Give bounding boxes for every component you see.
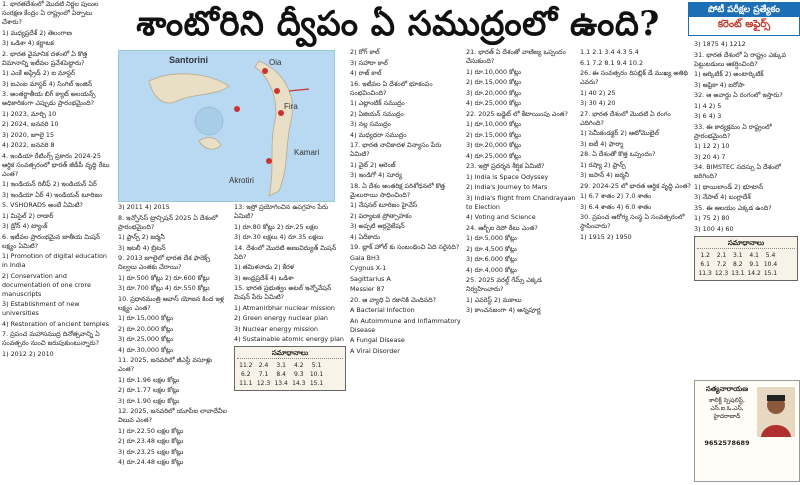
answer-cell: 2.4 bbox=[258, 362, 269, 369]
answer-cell: 5.1 bbox=[311, 362, 322, 369]
question-text: Cygnus X-1 bbox=[350, 264, 387, 272]
answers-grid bbox=[697, 251, 795, 278]
question-text: 1) సెమీకండక్టర్ 2) ఆటోమొబైల్ bbox=[580, 129, 659, 137]
question-text: 23. ఇస్రో ప్రదర్శన శీర్షిక ఏమిటి? bbox=[466, 162, 545, 170]
question-text: 17. భారత నావికాదళ విన్యాసం పేరు ఏమిటి? bbox=[350, 141, 442, 158]
question-text: 20. ఆ వ్యాధి ఏ రకానికి చెందినది? bbox=[350, 295, 437, 304]
question-column-4 bbox=[350, 48, 462, 485]
answer-cell: 10.1 bbox=[309, 371, 324, 378]
question-text: 1) ఎవరెస్ట్ 2) మకాలు bbox=[466, 295, 522, 304]
question-text: 21. భారత్ ఏ దేశంతో వాణిజ్య ఒప్పందం చేసుకుంది? bbox=[466, 48, 566, 65]
answer-cell bbox=[325, 379, 343, 388]
question-text: 3) 2020, జూలై 15 bbox=[2, 130, 55, 139]
answer-cell: 11.1 bbox=[239, 380, 253, 387]
answer-cell: 2.1 bbox=[716, 251, 727, 259]
answer-cell bbox=[325, 370, 343, 379]
question-text: 1) 4 2) 5 bbox=[694, 101, 722, 110]
question-text: 4) రూ.4,000 కోట్లు bbox=[466, 265, 517, 274]
answer-cell: 12.3 bbox=[714, 269, 729, 277]
question-text: 16. ఇటీవల ఏ దేశంలో భూకంపం సంభవించింది? bbox=[350, 79, 433, 97]
question-text: 2) రూ.15,000 కోట్లు bbox=[466, 78, 521, 86]
question-text: 3) ఆఫ్రికా 4) ఐరోపా bbox=[694, 80, 745, 89]
answer-cell: 11.2 bbox=[239, 362, 253, 369]
question-text: 22. 2025 బడ్జెట్ లో కేటాయింపు ఎంత? bbox=[466, 109, 568, 118]
author-info: కాలిక్ట్ స్పెషలిస్ట్, ఎస్.ఐ.ఓ.ఎస్, హైదరాబాద్ bbox=[709, 397, 745, 420]
question-text: 32. ఆ అవార్డు ఏ రంగంలో ఇస్తారు? bbox=[694, 91, 783, 99]
question-text: 2. భారత వైమానిక దళంలో ఏ కొత్త విమానాన్ని ఇటీవల ప్రవేశపెట్టారు? bbox=[2, 49, 88, 67]
badge-bottom-text: కరెంట్ అఫైర్స్ bbox=[717, 19, 771, 30]
author-card bbox=[694, 380, 800, 482]
question-text: 3) రూ.1.90 లక్షల కోట్లు bbox=[118, 396, 180, 405]
question-text: 1) రూ.22.50 లక్షల కోట్లు bbox=[118, 426, 184, 435]
question-text: 1) ఇండియన్ రిలీఫ్ 2) ఇండియన్ ఏర్ bbox=[2, 180, 97, 188]
question-text: 1) నేషనల్ టూరిజం హైవేస్ bbox=[350, 201, 418, 209]
question-text: Gaia BH3 bbox=[350, 253, 380, 262]
question-text: 1) రూ.80 కోట్లు 2) రూ.25 లక్షల bbox=[234, 222, 318, 231]
question-text: 4. ఇండియా రేటింగ్స్ ప్రకారం 2024-25 ఆర్థిక సంవత్సరంలో భారత్ జీడీపీ వృద్ధి రేటు ఎంత? bbox=[2, 151, 110, 178]
question-text: 4) రూ.25,000 కోట్లు bbox=[466, 99, 521, 107]
question-text: 1) 40 2) 25 bbox=[580, 88, 616, 97]
question-text: 1) రూ.15,000 కోట్లు bbox=[118, 314, 173, 322]
answers-box bbox=[694, 236, 798, 281]
question-text: 10. ప్రధానమంత్రి ఆవాస్ యోజన కింద ఇళ్ల లక్ష్యం ఎంత? bbox=[118, 294, 224, 312]
answer-cell: 15.1 bbox=[309, 380, 324, 387]
question-text: 3) కాంచనజంగా 4) అన్నపూర్ణ bbox=[466, 306, 541, 314]
question-text: 1) రూ.500 కోట్లు 2) రూ.600 కోట్లు bbox=[118, 273, 210, 282]
question-column-1 bbox=[2, 0, 114, 485]
question-text: 2) రూ.1.77 లక్షల కోట్లు bbox=[118, 386, 180, 394]
question-text: 28. ఏ దేశంతో కొత్త ఒప్పందం? bbox=[580, 150, 656, 158]
question-text: 2) India's Journey to Mars bbox=[466, 183, 548, 191]
map-label: Santorini bbox=[169, 55, 209, 65]
question-text: 3) రూ.23.25 లక్షల కోట్లు bbox=[118, 447, 184, 456]
question-text: 3) నేపాల్ 4) బంగ్లాదేశ్ bbox=[694, 193, 751, 201]
answer-cell: 8.4 bbox=[276, 371, 286, 378]
question-text: 1) మిసైల్ 2) రాడార్ bbox=[2, 211, 54, 220]
answer-cell: 10.4 bbox=[763, 260, 778, 268]
question-text: 13. ఇస్రో ప్రయోగించిన ఉపగ్రహం పేరు ఏమిటి? bbox=[234, 203, 329, 220]
question-text: 3) నల్ల సముద్రం bbox=[350, 120, 391, 128]
question-text: 3. అంతర్జాతీయ బిగ్ క్యాట్ అలయన్స్ అధికారికంగా ఎప్పుడు ప్రారంభమైంది? bbox=[2, 90, 96, 107]
author-photo bbox=[757, 387, 795, 437]
question-text: 3) ఐటీ 4) ఫార్మా bbox=[580, 139, 623, 148]
question-text: 1) India is Space Odyssey bbox=[466, 172, 549, 181]
question-text: 6.1 7.2 8.1 9.4 10.2 bbox=[580, 58, 644, 67]
question-text: 26. ఈ సంవత్సరం రిపబ్లిక్ డే ముఖ్య అతిథి ఎవరు? bbox=[580, 69, 689, 86]
question-text: 27. భారత దేశంలో మొదటి ఏ రంగం ఎదిగింది? bbox=[580, 109, 671, 127]
question-text: 3) 100 4) 60 bbox=[694, 224, 734, 233]
question-text: 3) Establishment of new universities bbox=[2, 300, 80, 317]
question-text: 4) మధ్యధరా సముద్రం bbox=[350, 130, 407, 139]
question-text: 1) రూ.5,000 కోట్లు bbox=[466, 234, 517, 242]
question-text: 30. ప్రపంచ ఆరోగ్య సంస్థ ఏ సంవత్సరంలో స్థాపించారు? bbox=[580, 213, 685, 230]
question-text: 18. ఏ దేశం అంతరిక్ష పరిశోధనలో కొత్త మైలురాయి సాధించింది? bbox=[350, 181, 445, 199]
question-column-6 bbox=[580, 48, 692, 485]
question-text: 1) ఆర్కిటిక్ 2) అంటార్కిటిక్ bbox=[694, 70, 764, 78]
question-text: 1) 12 2) 10 bbox=[694, 142, 730, 150]
answer-cell: 6.1 bbox=[700, 260, 710, 268]
question-text: 6. ఇటీవల ప్రారంభమైన జాతీయ మిషన్ లక్ష్యం ఏమిటి? bbox=[2, 232, 100, 250]
answer-cell: 13.4 bbox=[274, 380, 288, 387]
question-text: 3) రూ.20,000 కోట్లు bbox=[466, 141, 521, 149]
question-text: 34. BIMSTEC సదస్సు ఏ దేశంలో జరిగింది? bbox=[694, 163, 781, 180]
question-text: 4) 2022, జనవరి 8 bbox=[2, 141, 55, 149]
answer-cell: 4.1 bbox=[749, 251, 759, 259]
question-text: 4) రూ.24.48 లక్షల కోట్లు bbox=[118, 458, 184, 466]
question-text: 4) Voting and Science bbox=[466, 213, 536, 221]
answer-cell: 7.2 bbox=[716, 260, 727, 268]
question-text: 1) థాయిలాండ్ 2) భూటాన్ bbox=[694, 182, 763, 191]
question-column-7 bbox=[694, 40, 798, 380]
question-text: 5. VSHORADS అంటే ఏమిటి? bbox=[2, 201, 83, 209]
question-text: 25. 2025 వరల్డ్ గేమ్స్ ఎక్కడ నిర్వహించారు? bbox=[466, 276, 542, 293]
author-phone: 9652578689 bbox=[704, 439, 750, 447]
question-text: 2) రూ.23.48 లక్షల కోట్లు bbox=[118, 437, 184, 445]
question-text: 15. భారత ప్రభుత్వం అటల్ ఇన్నోవేషన్ మిషన్ పేరు ఏమిటి? bbox=[234, 284, 332, 301]
answers-title: సమాధానాలు bbox=[237, 349, 343, 359]
answer-cell: 6.2 bbox=[241, 371, 251, 378]
answer-cell: 3.1 bbox=[276, 362, 286, 369]
question-text: 3) రూ.20,000 కోట్లు bbox=[466, 88, 521, 97]
question-text: 1) రూ.10,000 కోట్లు bbox=[466, 120, 521, 128]
question-text: Sagittarius A bbox=[350, 274, 391, 283]
question-text: 3) డ్రోన్ 4) ట్యాంక్ bbox=[2, 222, 48, 230]
question-column-3 bbox=[234, 203, 346, 485]
question-text: 1) రూ.10,000 కోట్లు bbox=[466, 67, 521, 76]
question-text: 1) వైట్ 2) ఆరెంజ్ bbox=[350, 160, 396, 169]
question-text: 3) 1875 4) 1212 bbox=[694, 40, 746, 48]
question-text: 3) 30 4) 20 bbox=[580, 99, 616, 107]
answer-cell: 8.2 bbox=[733, 260, 743, 268]
question-text: 12. 2025, జనవరిలో యూపీఐ లావాదేవీల విలువ ఎంత? bbox=[118, 407, 227, 424]
question-text: 9. 2013 జూలైలో భారత దేశ ఫారెక్స్ నిల్వలు ఎంతకు చేరాయి? bbox=[118, 254, 210, 271]
question-text: 31. భారత దేశంలో ఏ రాష్ట్రం ఎక్కువ పెట్టుబడులు ఆకర్షించింది? bbox=[694, 50, 787, 68]
question-text: 3) రూ.700 కోట్లు 4) రూ.550 కోట్లు bbox=[118, 284, 210, 292]
answers-box bbox=[234, 346, 346, 391]
question-text: 3) 2011 4) 2015 bbox=[118, 203, 170, 211]
answer-cell bbox=[779, 260, 795, 269]
question-text: 3) 20 4) 7 bbox=[694, 152, 726, 161]
question-text: 3) Nuclear energy mission bbox=[234, 324, 318, 333]
badge-top-text: పోటీ పరీక్షల ప్రత్యేకం bbox=[689, 3, 799, 17]
question-text: 3) అప్పటి ఆర్గనైజేషన్ bbox=[350, 222, 405, 230]
answer-cell: 5.4 bbox=[765, 251, 776, 259]
question-text: 1) 75 2) 80 bbox=[694, 214, 730, 222]
question-text: 2) Green energy nuclear plan bbox=[234, 314, 328, 322]
question-text: 24. ఆర్బీఐ రెపో రేటు ఎంత? bbox=[466, 223, 538, 232]
answer-cell: 15.1 bbox=[763, 269, 778, 277]
map-label: Akrotiri bbox=[229, 176, 254, 185]
answer-cell bbox=[779, 269, 795, 278]
santorini-map bbox=[118, 50, 335, 202]
section-badge bbox=[688, 2, 800, 36]
question-text: 2) 2024, జనవరి 10 bbox=[2, 120, 59, 128]
answer-cell bbox=[779, 251, 795, 260]
answer-cell: 9.3 bbox=[294, 371, 304, 378]
question-text: 4) Restoration of ancient temples bbox=[2, 319, 109, 328]
question-text: 3) ఇటలీ 4) బ్రిటన్ bbox=[118, 243, 166, 252]
question-text: 1. భారతదేశంలో మొదటి నిర్జల పులుల సంరక్షణ కేంద్రం ఏ రాష్ట్రంలో ఏర్పాటు చేశారు? bbox=[2, 0, 99, 26]
question-text: 2) రూ.4,500 కోట్లు bbox=[466, 244, 517, 253]
question-text: 3) India's flight from Chandrayaan to Election bbox=[466, 193, 576, 211]
question-text: 29. 2024-25 లో భారత ఆర్థిక వృద్ధి ఎంత? bbox=[580, 181, 691, 190]
question-text: 3) ఒడిశా 4) కర్ణాటక bbox=[2, 39, 54, 47]
question-text: 3) ఇండియా ఏర్ 4) ఇండియన్ టూరిజం bbox=[2, 190, 103, 199]
answer-cell: 13.1 bbox=[731, 269, 745, 277]
question-text: An Autoimmune and Inflammatory Disease bbox=[350, 316, 461, 334]
question-text: 14. దేశంలో మొదటి అణువిద్యుత్ మిషన్ ఏది? bbox=[234, 243, 337, 261]
answer-cell: 7.1 bbox=[258, 371, 269, 378]
question-text: 3) సహారా కాల్ bbox=[350, 58, 388, 67]
question-text: 35. ఈ ఆలయం ఎక్కడ ఉంది? bbox=[694, 203, 772, 212]
answer-cell: 14.3 bbox=[292, 380, 306, 387]
question-text: 19. బ్లాక్ హోల్ కు సంబంధించి ఏది సరైనది? bbox=[350, 243, 460, 251]
question-text: 8. ఇన్ఫోసిస్ ట్రాన్సిషన్ 2025 ఏ దేశంలో ప్రారంభమైంది? bbox=[118, 213, 218, 231]
question-text: 1) Atmanirbhar nuclear mission bbox=[234, 303, 335, 312]
question-text: 1) రూ.1.96 లక్షల కోట్లు bbox=[118, 375, 180, 384]
question-text: A Bacterial Infection bbox=[350, 306, 415, 314]
question-column-5 bbox=[466, 48, 578, 485]
map-label: Kamari bbox=[294, 148, 320, 157]
question-text: 33. ఈ కార్యక్రమం ఏ రాష్ట్రంలో ప్రారంభమైంది? bbox=[694, 122, 772, 140]
question-text: 4) ఏదీకాదు bbox=[350, 232, 380, 241]
question-text: 1) 2023, మార్చి 10 bbox=[2, 109, 57, 118]
question-text: 1) Promotion of digital education in India bbox=[2, 252, 107, 269]
question-text: 2) రూ.20,000 కోట్లు bbox=[118, 324, 173, 333]
answer-cell: 3.1 bbox=[733, 251, 743, 259]
question-text: 1) 6.7 శాతం 2) 7.0 శాతం bbox=[580, 192, 652, 200]
question-text: 1) మధ్యప్రదేశ్ 2) తెలంగాణ bbox=[2, 28, 72, 37]
question-text: 1) ఎట్లాంటిక్ సముద్రం bbox=[350, 99, 405, 107]
answer-cell: 1.2 bbox=[700, 251, 710, 259]
question-text: 3) ఆంధ్రప్రదేశ్ 4) ఒడిశా bbox=[234, 273, 294, 282]
question-text: 3) ఐఎంఐ మాస్టర్ 4) సింగిల్ ఇంజిన్ bbox=[2, 79, 93, 88]
question-text: 2) పర్యాటక ప్రోత్సాహకం bbox=[350, 211, 412, 220]
map-graphic bbox=[119, 51, 334, 201]
question-text: 2) ఏజియన్ సముద్రం bbox=[350, 109, 404, 118]
question-text: 4) రూ.30,000 కోట్లు bbox=[118, 345, 173, 354]
answer-cell: 11.3 bbox=[698, 269, 712, 277]
answers-grid bbox=[237, 361, 343, 388]
question-text: 3) రూ.30 లక్షలు 4) రూ.35 లక్షలు bbox=[234, 233, 323, 241]
question-text: 1) తమిళనాడు 2) కేరళ bbox=[234, 263, 294, 271]
question-text: 3) 6.4 శాతం 4) 6.0 శాతం bbox=[580, 202, 652, 211]
question-text: 2) Conservation and documentation of one crore manuscripts bbox=[2, 271, 91, 298]
answer-cell: 12.3 bbox=[256, 380, 271, 387]
question-text: 11. 2025, జనవరిలో జీఎస్టీ వసూళ్లు ఎంత? bbox=[118, 356, 213, 373]
question-text: 3) 6 4) 3 bbox=[694, 112, 722, 120]
question-text: 3) జపాన్ 4) జర్మనీ bbox=[580, 171, 630, 179]
question-text: 1) ఎంకే అప్గ్రేడ్ 2) ఐ మాస్టర్ bbox=[2, 69, 75, 77]
answer-cell: 14.2 bbox=[747, 269, 761, 277]
question-text: 4) రూ.25,000 కోట్లు bbox=[466, 151, 521, 160]
map-label: Oia bbox=[269, 58, 282, 67]
answer-cell bbox=[325, 361, 343, 370]
map-label: Fira bbox=[284, 102, 298, 111]
answer-cell: 4.2 bbox=[294, 362, 304, 369]
question-text: 1) ఫ్రాన్స్ 2) జర్మనీ bbox=[118, 233, 165, 241]
question-text: A Viral Disorder bbox=[350, 346, 400, 355]
question-text: 4) రాజ్ కాల్ bbox=[350, 69, 382, 77]
question-text: 3) రూ.25,000 కోట్లు bbox=[118, 335, 173, 343]
answers-title: సమాధానాలు bbox=[697, 239, 795, 249]
question-column-2 bbox=[118, 203, 230, 485]
question-text: 1) రష్యా 2) ఫ్రాన్స్ bbox=[580, 160, 626, 169]
question-text: 3) రూ.6,000 కోట్లు bbox=[466, 255, 517, 263]
author-name: సత్యనారాయణ bbox=[705, 385, 749, 393]
question-text: 4) Sustainable atomic energy plan bbox=[234, 335, 344, 343]
question-text: 1) 2012 2) 2010 bbox=[2, 349, 54, 358]
question-text: 2) రోగ్ కాల్ bbox=[350, 48, 380, 56]
question-text: Messier 87 bbox=[350, 285, 385, 293]
question-text: 1.1 2.1 3.4 4.3 5.4 bbox=[580, 48, 639, 56]
question-text: 7. ప్రపంచ మహాసముద్ర దినోత్సవాన్ని ఏ సంవత్సరం నుంచి జరుపుకుంటున్నారు? bbox=[2, 330, 100, 347]
question-text: 1) 1915 2) 1950 bbox=[580, 232, 632, 241]
question-text: 3) ఇండిగో 4) సూర్య bbox=[350, 171, 403, 179]
question-text: 2) రూ.15,000 కోట్లు bbox=[466, 130, 521, 139]
page-title: శాంటోరిని ద్వీపం ఏ సముద్రంలో ఉంది? bbox=[136, 4, 660, 44]
answer-cell: 9.1 bbox=[749, 260, 759, 268]
question-text: A Fungal Disease bbox=[350, 336, 405, 344]
